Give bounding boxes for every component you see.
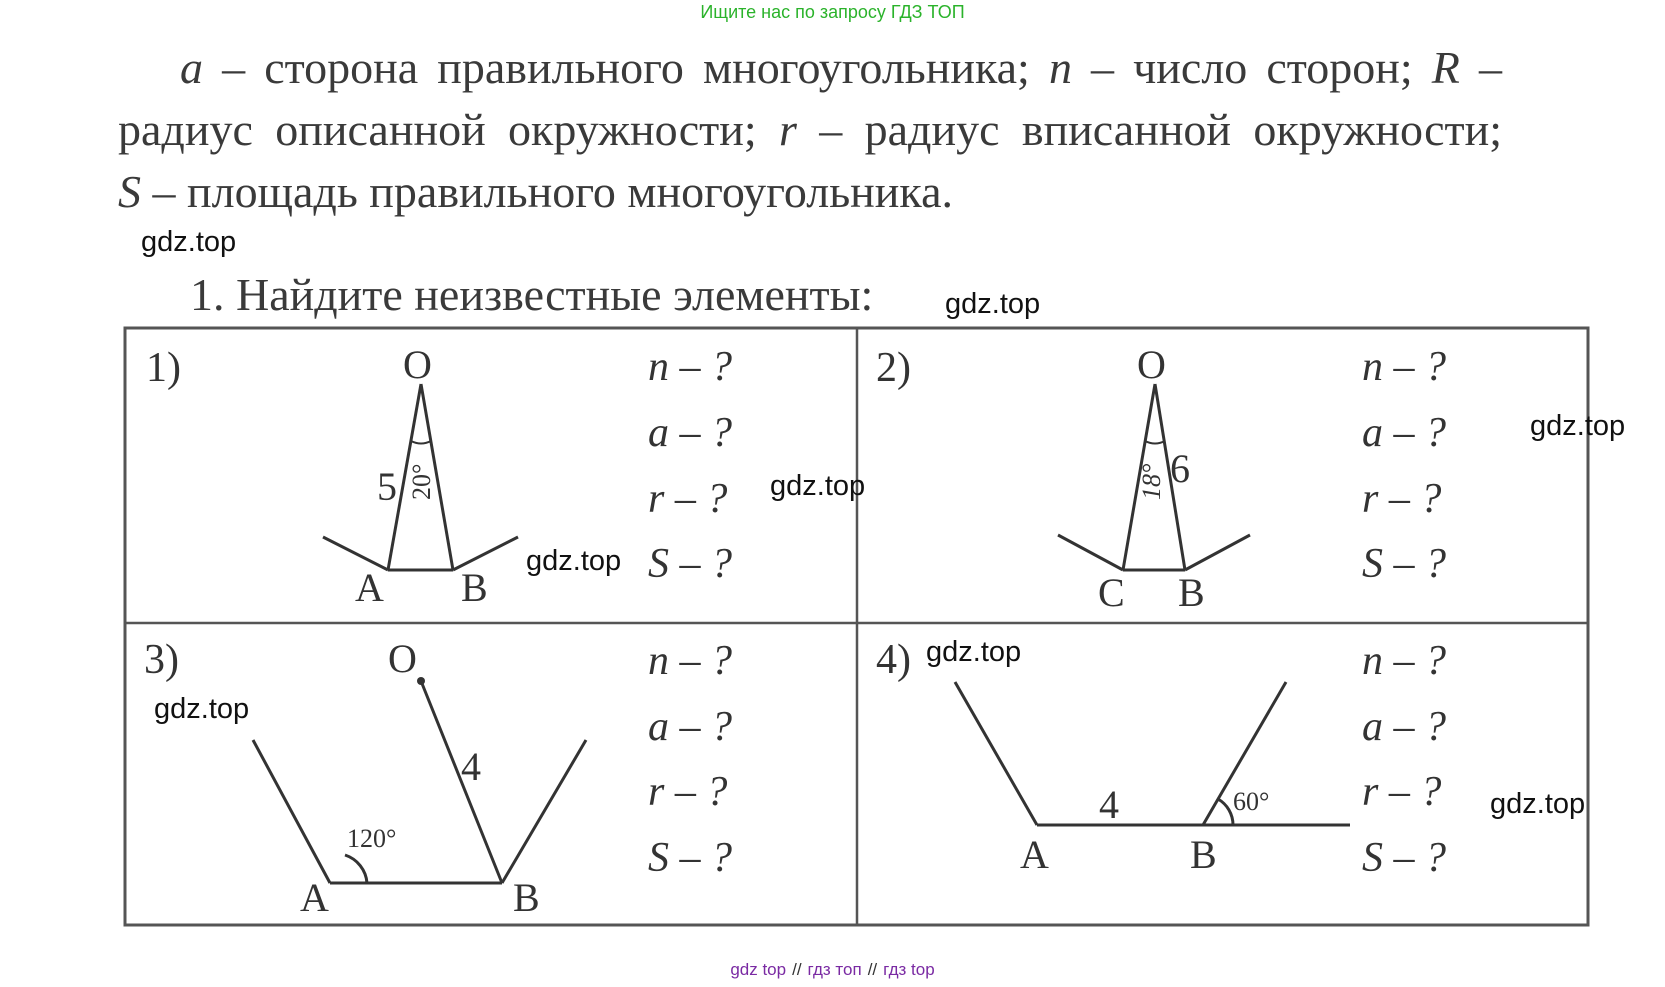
cell-4-number: 4) [876,637,911,683]
angle-arc [411,441,431,444]
question-r: r – ? [648,476,728,522]
text: – [1459,42,1503,93]
label-C: C [1098,570,1125,615]
label-A: A [1020,832,1049,877]
adjacent-side-left [1058,535,1123,570]
text: – площадь правильного многоугольника. [141,166,953,217]
figure-4-labels [1020,782,1269,877]
label-B: B [461,565,488,610]
label-angle: 20° [407,463,436,500]
label-angle: 18° [1137,463,1166,500]
task-title: 1. Найдите неизвестные элементы: [190,269,874,320]
question-n: n – ? [1362,344,1446,390]
cell-3-questions [648,638,732,881]
question-n: n – ? [648,344,732,390]
text: радиус описанной окружности; [118,104,780,155]
question-a: a – ? [648,704,732,750]
figure-4 [955,682,1350,825]
watermark: gdz.top [1530,410,1626,442]
cell-3-number: 3) [144,637,179,683]
var-S: S [118,166,141,217]
cell-1-number: 1) [146,345,181,391]
adjacent-side-left [955,682,1037,825]
label-angle: 60° [1233,787,1270,816]
var-a: a [180,42,203,93]
text: – радиус вписанной окружности; [796,104,1503,155]
cell-4-questions [1362,638,1446,881]
question-S: S – ? [1362,541,1446,587]
top-banner[interactable]: Ищите нас по запросу ГДЗ ТОП [700,2,965,22]
watermark: gdz.top [1490,788,1586,820]
adjacent-side-right [502,740,586,883]
watermark: gdz.top [141,226,237,258]
label-angle: 120° [347,824,397,853]
angle-arc [1218,799,1233,825]
question-S: S – ? [1362,835,1446,881]
watermark: gdz.top [526,545,622,577]
label-O: O [388,636,417,681]
question-a: a – ? [1362,704,1446,750]
question-r: r – ? [1362,476,1442,522]
cell-1-questions [648,344,732,587]
label-O: O [1137,342,1166,387]
cell-2-questions [1362,344,1446,587]
figure-3 [253,681,586,883]
label-A: A [355,565,384,610]
footer-link-3[interactable]: гдз top [883,960,935,979]
label-O: O [403,342,432,387]
label-side: 5 [377,464,397,509]
question-a: a – ? [1362,410,1446,456]
var-R: R [1431,42,1460,93]
footer-link-1[interactable]: gdz top [730,960,787,979]
label-B: B [1190,832,1217,877]
angle-arc [1145,441,1165,444]
question-S: S – ? [648,541,732,587]
text: – число сторон; [1071,42,1432,93]
watermark: gdz.top [926,636,1022,668]
label-B: B [1178,570,1205,615]
question-n: n – ? [1362,638,1446,684]
footer-separator: // [792,960,802,979]
cell-2-number: 2) [876,345,911,391]
footer [0,960,1665,980]
question-n: n – ? [648,638,732,684]
angle-arc [345,855,367,883]
label-A: A [300,875,329,920]
text: – сторона правильного многоугольника; [203,42,1049,93]
watermark: gdz.top [154,693,250,725]
footer-separator: // [867,960,878,979]
question-r: r – ? [648,769,728,815]
adjacent-side-right [1185,535,1250,570]
label-side: 4 [1099,782,1119,827]
var-r: r [779,104,797,155]
label-B: B [513,875,540,920]
label-side: 4 [461,744,481,789]
question-S: S – ? [648,835,732,881]
adjacent-side-left [253,740,330,883]
point-O [417,677,425,685]
watermark: gdz.top [945,288,1041,320]
question-a: a – ? [648,410,732,456]
watermark: gdz.top [770,470,866,502]
footer-link-2[interactable]: гдз топ [807,960,862,979]
question-r: r – ? [1362,769,1442,815]
label-side: 6 [1170,446,1190,491]
figure-2-labels [1098,342,1205,615]
var-n: n [1048,42,1072,93]
